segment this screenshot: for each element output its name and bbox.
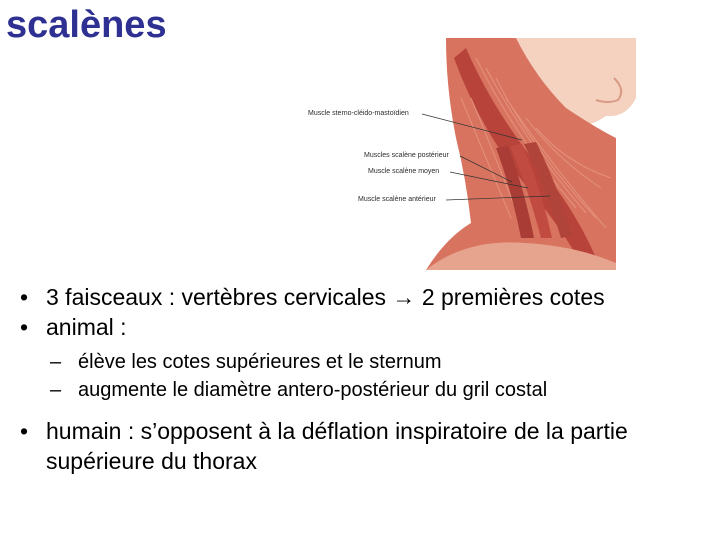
bullet-item [20,416,710,476]
figure-label-scalene-moyen: Muscle scalène moyen [368,168,440,175]
sub-bullet-marker: – [50,379,62,401]
sub-bullet-text-augmente: augmente le diamètre antero-postérieur du gril costal [78,379,548,401]
figure-label-scalene-posterieur: Muscles scalène postérieur [364,152,449,159]
figure-label-scalene-anterieur: Muscle scalène antérieur [358,196,436,203]
sub-bullet-marker: – [50,351,62,373]
anatomy-figure [296,38,646,270]
neck-muscles-illustration [296,38,646,270]
slide-title: scalènes [6,4,167,46]
sub-bullet-item [20,348,710,376]
sub-bullet-item [20,376,710,404]
bullet-text-humain: humain : s’opposent à la déflation inspiratoire de la partie supérieure du thorax [46,418,628,474]
bullet-item [20,312,710,342]
bullet-text-faisceaux: 3 faisceaux : vertèbres cervicales → 2 premières cotes [46,284,605,310]
bullet-item [20,282,710,312]
bullet-marker: • [20,418,29,444]
bullet-list [20,282,710,476]
sub-bullet-text-eleve: élève les cotes supérieures et le sternum [78,351,442,373]
figure-label-sterno-cleido-mastoidien: Muscle sterno-cléido-mastoïdien [308,110,409,117]
bullet-marker: • [20,284,29,310]
bullet-text-animal: animal : [46,314,127,340]
bullet-marker: • [20,314,29,340]
